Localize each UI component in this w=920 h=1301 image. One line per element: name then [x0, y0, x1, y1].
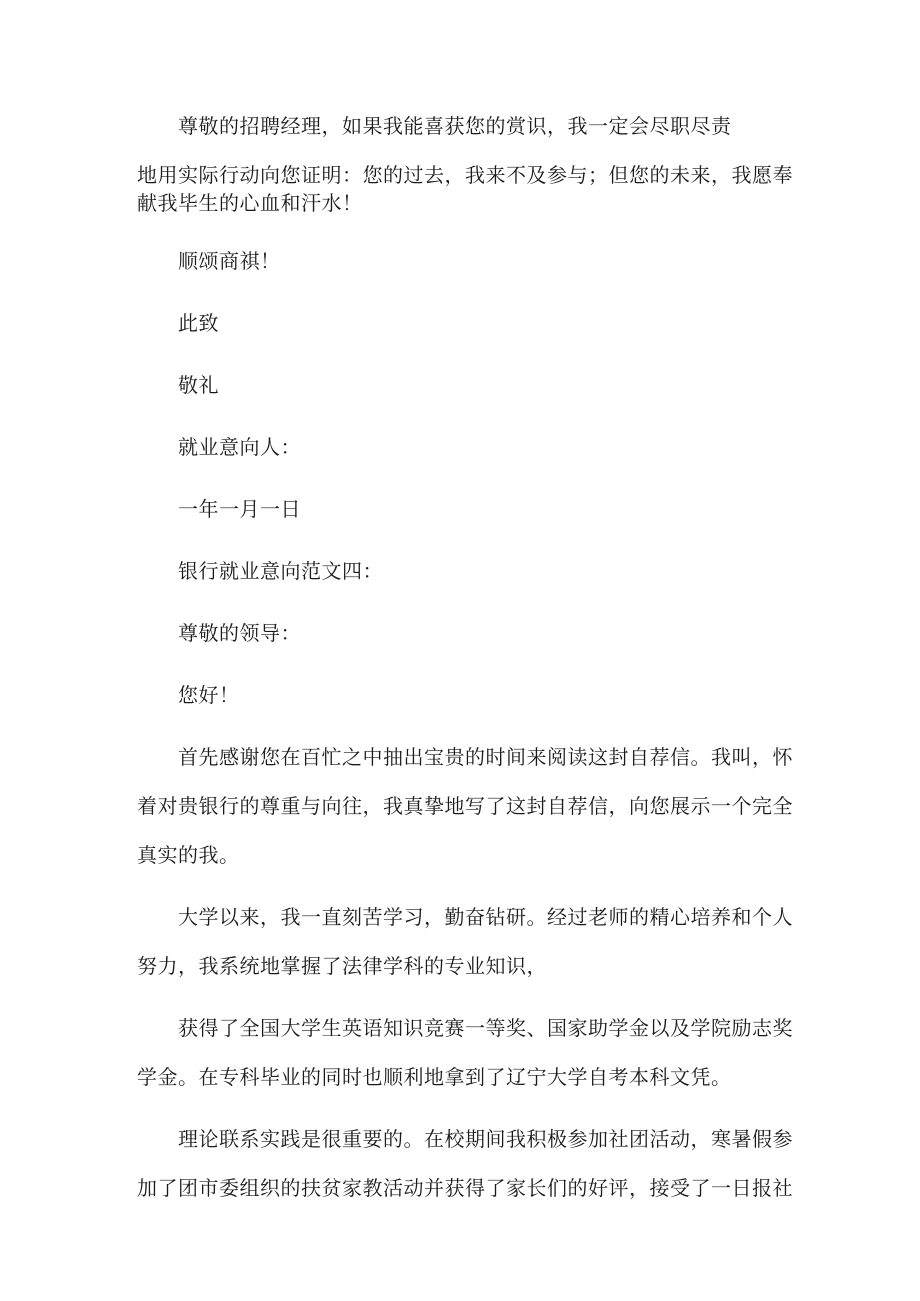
- paragraph-line: 首先感谢您在百忙之中抽出宝贵的时间来阅读这封自荐信。我叫，怀: [178, 745, 793, 769]
- closing-line: 顺颂商祺！: [178, 249, 281, 273]
- section-heading: 银行就业意向范文四：: [178, 559, 383, 583]
- paragraph-line: 着对贵银行的尊重与向往，我真挚地写了这封自荐信，向您展示一个完全: [137, 794, 793, 818]
- paragraph-line: 献我毕生的心血和汗水！: [137, 191, 363, 215]
- paragraph-line: 大学以来，我一直刻苦学习，勤奋钻研。经过老师的精心培养和个人: [178, 905, 793, 929]
- paragraph-line: 尊敬的招聘经理，如果我能喜获您的赏识，我一定会尽职尽责: [178, 114, 732, 138]
- closing-line: 此致: [178, 311, 219, 335]
- date-line: 一年一月一日: [178, 497, 301, 521]
- paragraph-line: 获得了全国大学生英语知识竞赛一等奖、国家助学金以及学院励志奖: [178, 1016, 793, 1040]
- paragraph-line: 地用实际行动向您证明：您的过去，我来不及参与；但您的未来，我愿奉: [137, 163, 793, 187]
- greeting: 您好！: [178, 683, 240, 707]
- salutation: 尊敬的领导：: [178, 621, 301, 645]
- paragraph-line: 努力，我系统地掌握了法律学科的专业知识，: [137, 954, 547, 978]
- paragraph-line: 加了团市委组织的扶贫家教活动并获得了家长们的好评，接受了一日报社: [137, 1176, 793, 1200]
- closing-line: 敬礼: [178, 373, 219, 397]
- paragraph-line: 理论联系实践是很重要的。在校期间我积极参加社团活动，寒暑假参: [178, 1127, 793, 1151]
- paragraph-line: 学金。在专科毕业的同时也顺利地拿到了辽宁大学自考本科文凭。: [137, 1065, 732, 1089]
- signature-line: 就业意向人：: [178, 435, 301, 459]
- paragraph-line: 真实的我。: [137, 843, 240, 867]
